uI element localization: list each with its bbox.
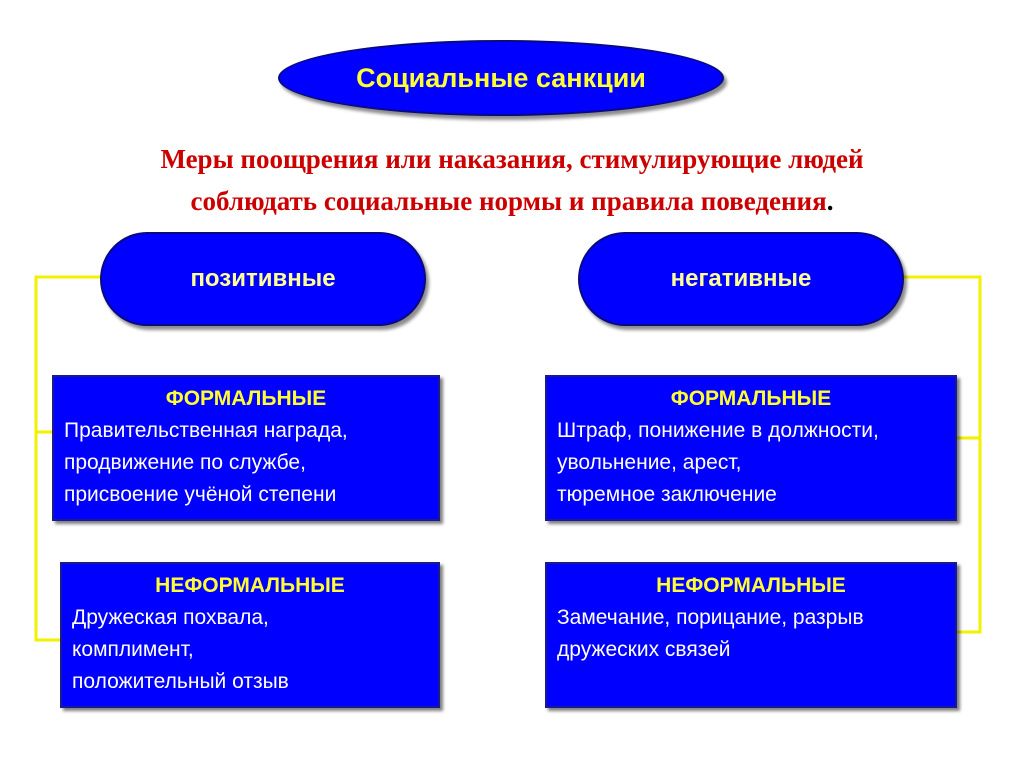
negative-formal-box xyxy=(545,375,957,521)
definition-line-1: Меры поощрения или наказания, стимулирующие людей xyxy=(160,144,864,174)
negative-formal-line: тюремное заключение xyxy=(557,483,777,506)
positive-informal-line: Дружеская похвала, xyxy=(72,606,269,629)
negative-informal-line: дружеских связей xyxy=(557,638,731,661)
definition-line-2: соблюдать социальные нормы и правила поведения xyxy=(190,186,827,216)
definition-text xyxy=(70,138,954,222)
positive-informal-box xyxy=(60,562,440,708)
positive-sanctions-pill xyxy=(100,232,426,326)
negative-label: негативные xyxy=(670,265,812,292)
negative-formal-line: Штраф, понижение в должности, xyxy=(557,419,879,442)
negative-sanctions-pill xyxy=(578,232,904,326)
positive-formal-box xyxy=(52,375,440,521)
positive-informal-heading: НЕФОРМАЛЬНЫЕ xyxy=(155,574,345,597)
positive-informal-line: комплимент, xyxy=(72,638,194,661)
title-oval xyxy=(278,40,724,116)
positive-formal-line: присвоение учёной степени xyxy=(64,483,337,506)
negative-formal-line: увольнение, арест, xyxy=(557,451,742,474)
negative-informal-heading: НЕФОРМАЛЬНЫЕ xyxy=(656,574,846,597)
positive-formal-heading: ФОРМАЛЬНЫЕ xyxy=(165,387,327,410)
positive-informal-line: положительный отзыв xyxy=(72,670,289,693)
title-text: Социальные санкции xyxy=(356,62,646,93)
positive-formal-line: продвижение по службе, xyxy=(64,451,306,474)
negative-formal-heading: ФОРМАЛЬНЫЕ xyxy=(670,387,832,410)
negative-informal-box xyxy=(545,562,957,708)
positive-formal-line: Правительственная награда, xyxy=(64,419,348,442)
definition-period: . xyxy=(826,186,834,216)
negative-informal-line: Замечание, порицание, разрыв xyxy=(557,606,864,629)
positive-label: позитивные xyxy=(190,265,336,292)
